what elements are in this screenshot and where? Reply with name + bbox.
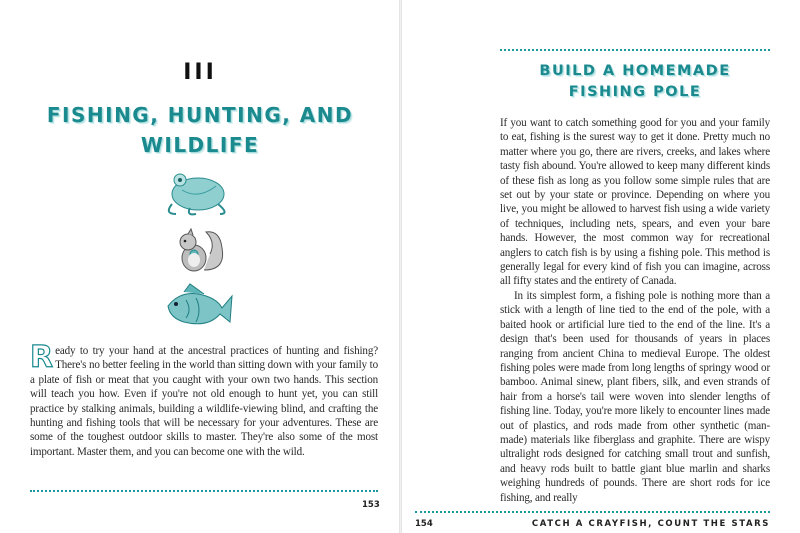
page-number: 154 bbox=[415, 519, 433, 529]
paragraph: If you want to catch something good for you and your family to eat, fishing is the surest way to get it done. Pretty much no matter where you go, there are rivers, creeks, and lakes where tasty fish abound. You're allowed to keep many different kinds of these fish as long as you follow some simple rules that are set out by your state or province. Depending on where you live, you might be allowed to harvest fish using a wide variety of techniques, including nets, spears, and even your bare hands. However, the most common way for recreational anglers to catch fish is by using a fishing pole. This method is generally legal for every kind of fish you can imagine, across all fifty states and the entirety of Canada. bbox=[500, 117, 770, 288]
footer-divider bbox=[415, 511, 770, 513]
running-title: CATCH A CRAYFISH, COUNT THE STARS bbox=[531, 519, 770, 529]
header-divider bbox=[500, 49, 770, 51]
section-title: BUILD A HOMEMADE FISHING POLE bbox=[539, 63, 731, 100]
drop-cap: R bbox=[30, 340, 54, 375]
section-body bbox=[500, 116, 770, 505]
intro-text: eady to try your hand at the ancestral practices of hunting and fishing? There's no better feeling in the world than sitting down with your family to a plate of fish or meat that you caught with your own two hands. This section will teach you how. Even if you're not old enough to hunt yet, you can still practice by stalking animals, building a wildlife-viewing blind, and crafting the hunting and fishing tools that will be necessary for your adventures. These are some of the toughest outdoor skills to master. They're also some of the most important. Master them, and you can become one with the wild. bbox=[30, 345, 378, 458]
chapter-numeral: III bbox=[183, 60, 217, 85]
paragraph: In its simplest form, a fishing pole is nothing more than a stick with a length of line tied to the end of the pole, with a baited hook or artificial lure tied to the end of the line. It's a design that's been used for thousands of years in places ranging from ancient China to medieval Europe. The oldest fishing poles were made from long lengths of springy wood or bamboo. Animal sinew, plant fibers, silk, and even strands of hair from a horse's tail were woven into slender lengths of fishing line. Today, you're more likely to encounter lines made out of plastics, and rods made from other synthetic (man-made) materials like fiberglass and graphite. There are wispy ultralight rods designed for catching small trout and sunfish, and heavy rods built to battle giant blue marlin and sharks weighing hundreds of pounds. There are short rods for ice fishing, and really bbox=[500, 289, 770, 504]
chapter-title: FISHING, HUNTING, AND WILDLIFE bbox=[46, 103, 354, 157]
page-number: 153 bbox=[362, 500, 380, 510]
